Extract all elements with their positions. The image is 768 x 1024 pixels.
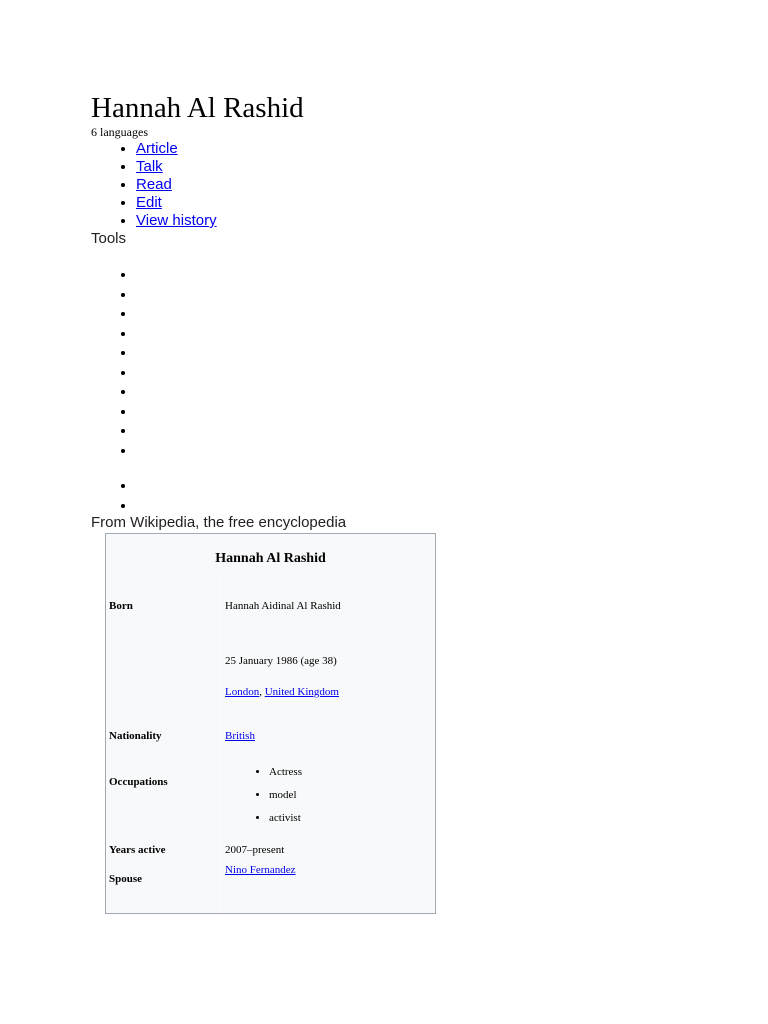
infobox <box>105 533 436 914</box>
infobox-column-divider <box>220 579 221 913</box>
infobox-occupations-list <box>225 766 302 835</box>
tab-read <box>136 176 217 194</box>
born-place-separator: , <box>259 686 265 698</box>
occupation-item: • Actress <box>269 766 302 789</box>
tab-edit-link[interactable]: Edit <box>136 194 162 211</box>
infobox-label-years-active: Years active <box>109 844 166 856</box>
tab-read-link[interactable]: Read <box>136 176 172 193</box>
occupation-item: • activist <box>269 812 302 835</box>
nationality-link[interactable]: British <box>225 730 255 742</box>
tab-talk <box>136 158 217 176</box>
tab-article-link[interactable]: Article <box>136 140 178 157</box>
infobox-label-born: Born <box>109 600 133 612</box>
infobox-born-name: Hannah Aidinal Al Rashid <box>225 600 341 612</box>
infobox-spouse <box>225 864 296 876</box>
infobox-years-active: 2007–present <box>225 844 285 856</box>
infobox-label-spouse: Spouse <box>109 873 143 885</box>
tab-article <box>136 140 217 158</box>
tab-view-history-link[interactable]: View history <box>136 212 217 229</box>
infobox-born-date: 25 January 1986 (age 38) <box>225 655 337 667</box>
infobox-title: Hannah Al Rashid <box>215 551 326 566</box>
born-country-link[interactable]: United Kingdom <box>264 686 339 698</box>
tools-menu-label[interactable]: Tools <box>91 230 127 247</box>
infobox-born-place <box>225 686 339 698</box>
page-title: Hannah Al Rashid <box>91 92 304 124</box>
tab-edit <box>136 194 217 212</box>
tab-view-history <box>136 212 217 230</box>
spouse-link[interactable]: Nino Fernandez <box>225 864 296 876</box>
born-city-link[interactable]: London <box>225 686 260 698</box>
tools-list-secondary <box>91 477 136 516</box>
tools-list <box>91 266 136 461</box>
infobox-label-occupations: Occupations <box>109 776 168 788</box>
occupation-item: • model <box>269 789 302 812</box>
page-tabs <box>91 140 217 230</box>
tab-talk-link[interactable]: Talk <box>136 158 163 175</box>
infobox-label-nationality: Nationality <box>109 730 162 742</box>
site-tagline: From Wikipedia, the free encyclopedia <box>91 514 347 531</box>
infobox-nationality <box>225 730 255 742</box>
languages-button[interactable]: 6 languages <box>91 125 148 139</box>
